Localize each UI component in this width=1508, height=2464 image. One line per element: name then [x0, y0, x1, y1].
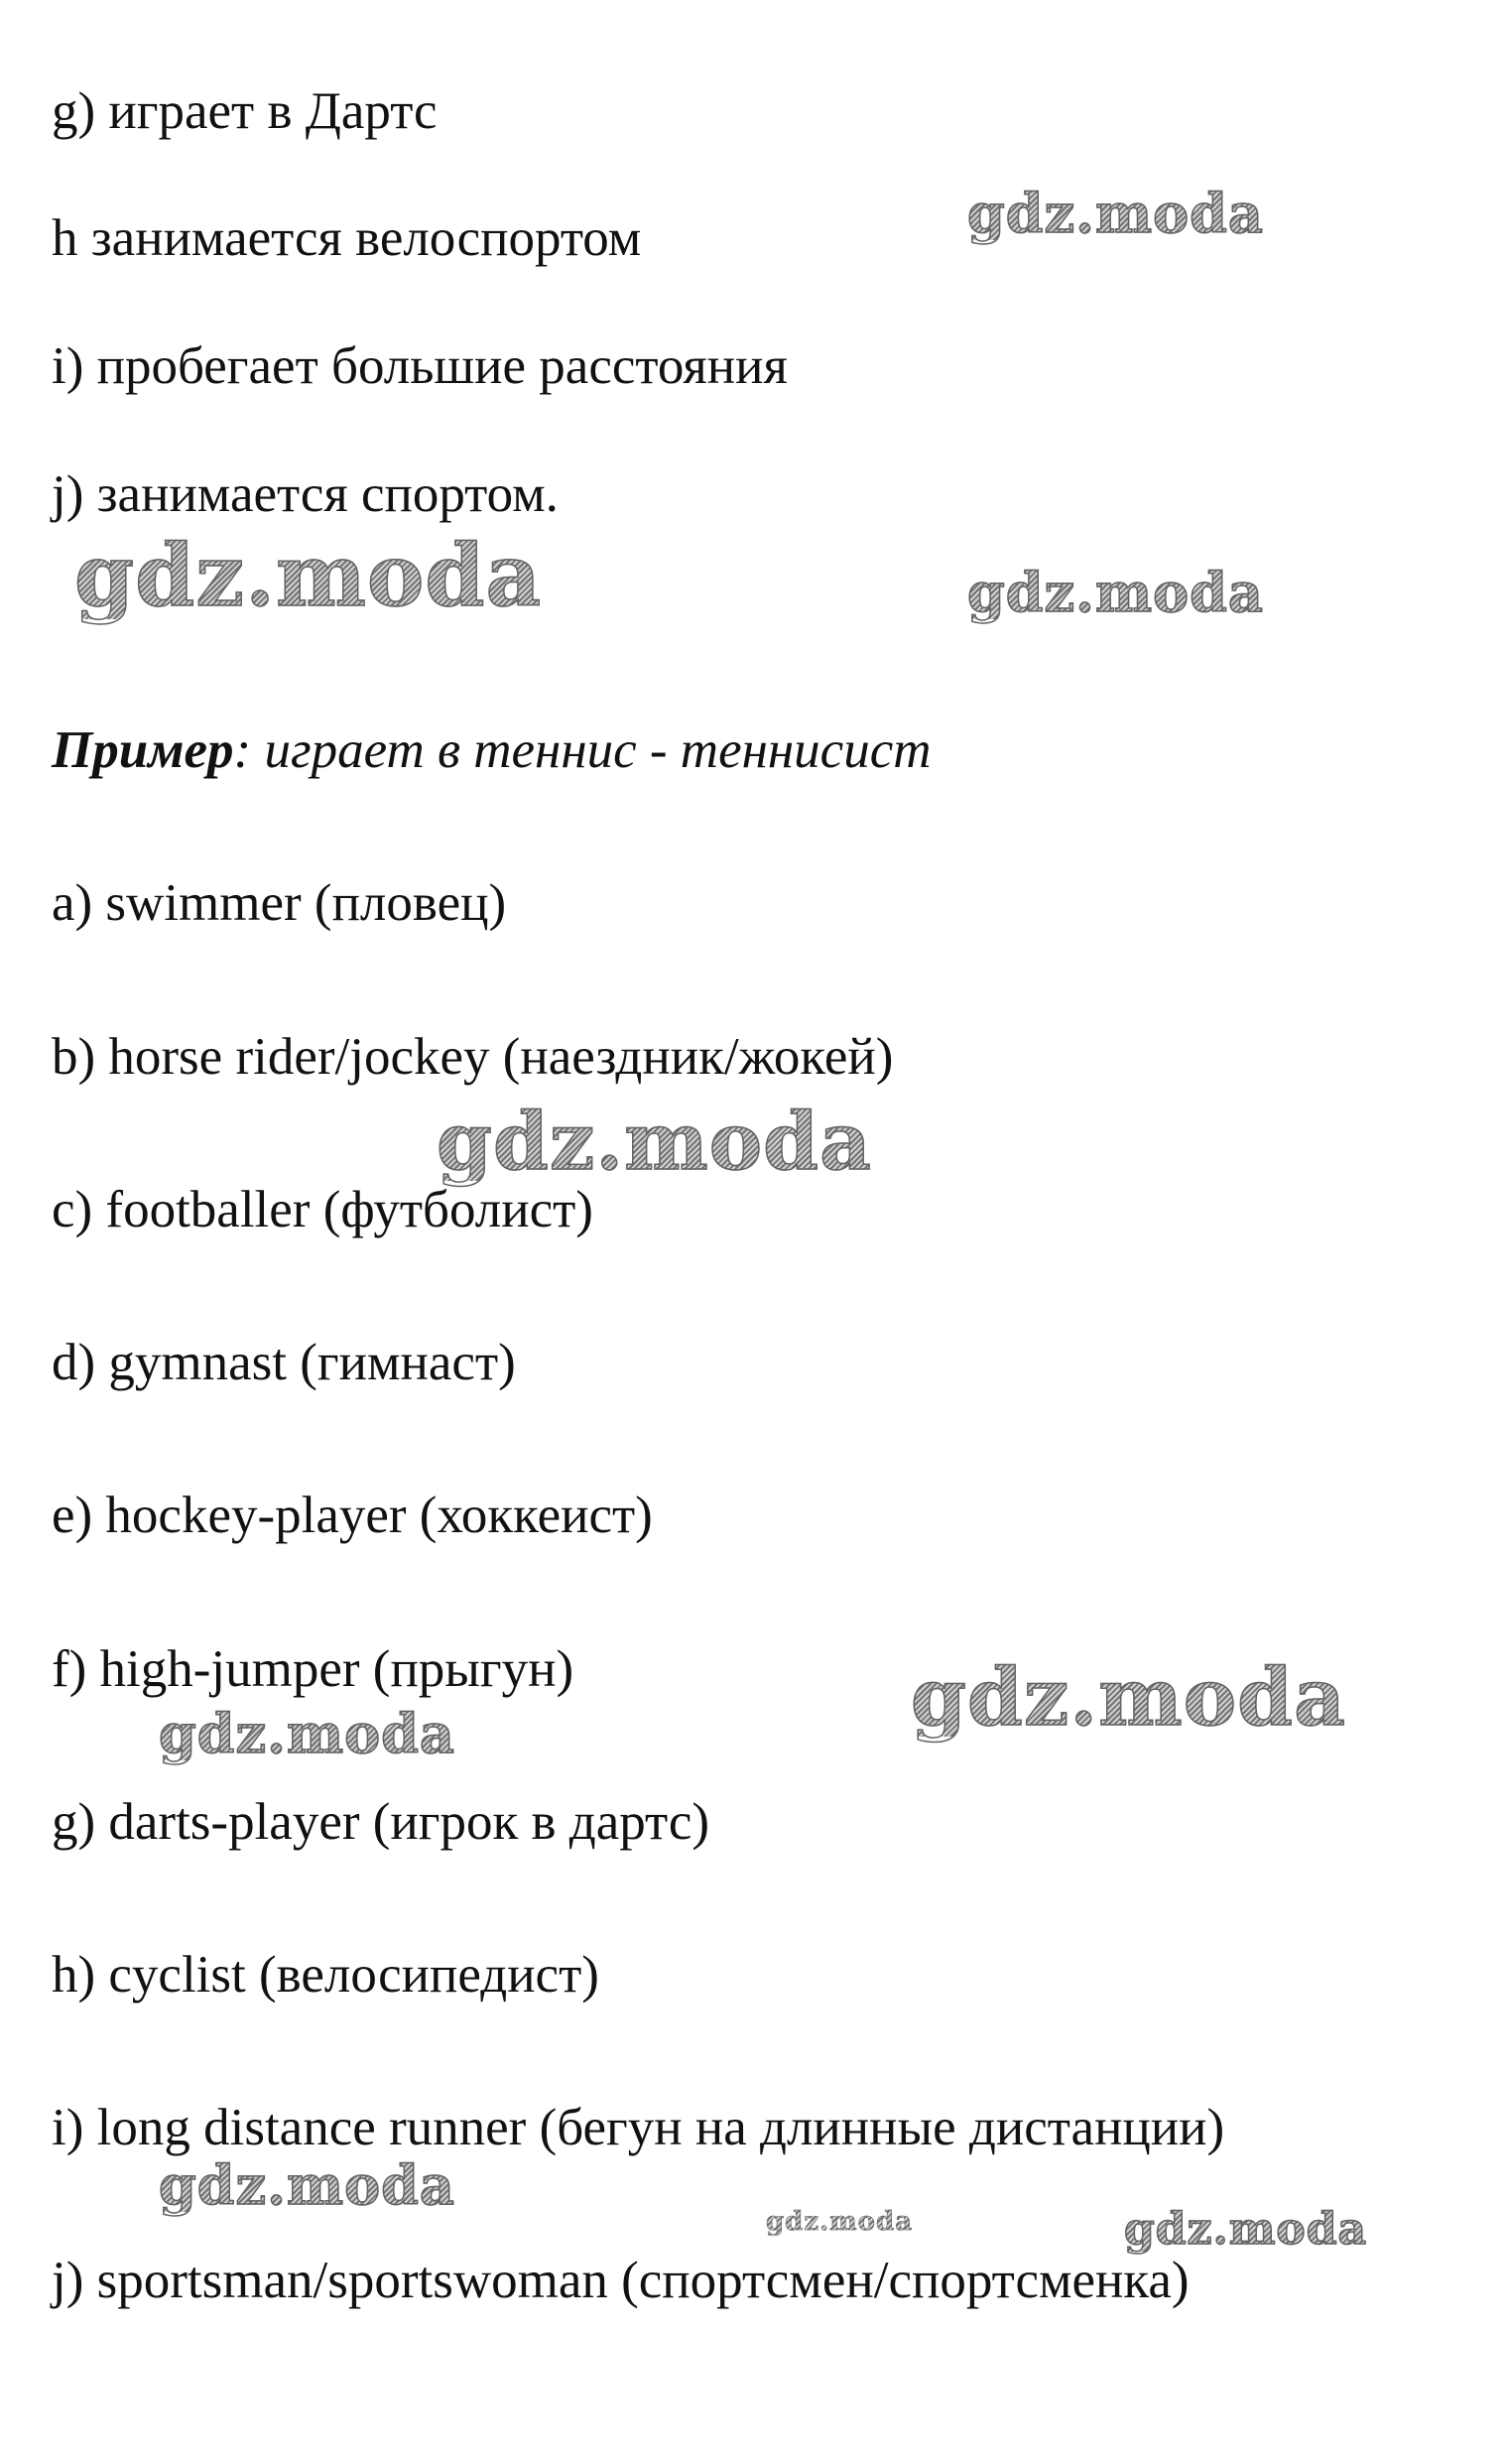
watermark-logo: gdz.moda — [766, 2207, 914, 2237]
answer-h: h) cyclist (велосипедист) — [52, 1946, 599, 2004]
answer-j: j) sportsman/sportswoman (спортсмен/спортсменка) — [52, 2252, 1190, 2309]
task-item-j: j) занимается спортом. — [52, 465, 559, 523]
watermark-logo: gdz.moda — [159, 2153, 455, 2217]
watermark-logo: gdz.moda — [967, 561, 1264, 624]
answer-a: a) swimmer (пловец) — [52, 874, 507, 932]
watermark-logo: gdz.moda — [967, 182, 1264, 245]
watermark-logo: gdz.moda — [437, 1095, 872, 1188]
example-line — [52, 721, 932, 779]
example-label: Пример — [52, 721, 234, 779]
watermark-logo: gdz.moda — [911, 1650, 1346, 1744]
example-text: играет в теннис - теннисист — [251, 721, 932, 779]
example-separator: : — [233, 721, 252, 779]
answer-c: c) footballer (футболист) — [52, 1181, 593, 1238]
watermark-logo: gdz.moda — [159, 1702, 455, 1765]
watermark-logo: gdz.moda — [1124, 2204, 1368, 2255]
answer-e: e) hockey-player (хоккеист) — [52, 1487, 653, 1544]
task-item-h: h занимается велоспортом — [52, 209, 642, 267]
answer-i: i) long distance runner (бегун на длинные дистанции) — [52, 2099, 1225, 2156]
answer-f: f) high-jumper (прыгун) — [52, 1640, 574, 1698]
answer-b: b) horse rider/jockey (наездник/жокей) — [52, 1028, 894, 1086]
answer-g: g) darts-player (игрок в дартс) — [52, 1793, 710, 1851]
watermark-logo: gdz.moda — [74, 526, 543, 626]
task-item-i: i) пробегает большие расстояния — [52, 337, 788, 395]
task-item-g: g) играет в Дартс — [52, 82, 438, 140]
answer-d: d) gymnast (гимнаст) — [52, 1334, 516, 1391]
